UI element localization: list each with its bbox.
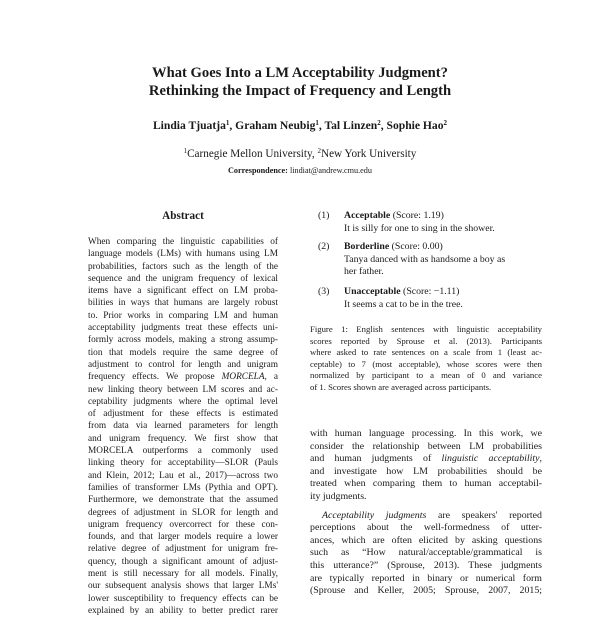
abstract-line: probabilities, factors such as the length of the	[88, 261, 278, 272]
body-line: with human language processing. In this work, we	[310, 428, 542, 439]
abstract-heading: Abstract	[162, 210, 204, 222]
body-line-text: ,	[539, 453, 542, 465]
author-name: Lindia Tjuatja	[152, 119, 226, 132]
abstract-line: our subsequent analysis shows that larger LMs'	[88, 581, 278, 592]
caption-line: scores reported by Sprouse et al. (2013). Participants	[310, 335, 542, 346]
example-sentence: It seems a cat to be in the tree.	[344, 298, 463, 310]
example-score: (Score: 1.19)	[390, 210, 444, 221]
abstract-line: adjustment to control for length and unigram	[88, 359, 278, 370]
emphasis-text: Acceptability judgments	[322, 509, 427, 521]
author-name: Graham Neubig	[235, 119, 316, 132]
example-sentence: her father.	[344, 266, 384, 277]
body-line-text: are speakers' reported	[426, 509, 542, 521]
abstract-line: acceptability judgments treat these effects uni-	[88, 323, 278, 334]
affiliations	[60, 148, 540, 160]
abstract-line: lower susceptibility to frequency effects can be	[88, 593, 278, 604]
correspondence	[60, 166, 540, 175]
abstract-line: and unigram frequency. We first show that	[88, 433, 278, 444]
caption-line: where asked to rate sentences on a scale from 1 (least ac-	[310, 347, 542, 357]
abstract-line: items have a significant effect on LM proba-	[88, 286, 278, 297]
abstract-line: bilities in ways that humans are largely robust	[88, 298, 278, 309]
figure-1-caption	[310, 324, 542, 393]
abstract-line: to. Prior works in comparing LM and human	[88, 310, 278, 321]
paper-title	[60, 64, 540, 100]
body-line: ances, which are often elicited by asking questions	[310, 534, 542, 546]
author-name: Sophie Hao	[386, 119, 444, 132]
body-line: this utterance?” (Sprouse, 2013). These judgments	[310, 559, 542, 571]
example-number: (3)	[318, 286, 330, 297]
example-score: (Score: −1.11)	[400, 286, 460, 297]
abstract-line: unigram frequency overcorrect for these con-	[88, 519, 278, 530]
body-line: treated when comparing them to human acceptabil-	[310, 478, 542, 490]
abstract-line: relative degree of adjustment for unigram fre-	[88, 544, 278, 555]
example-sentence: It is silly for one to sing in the shower.	[344, 222, 495, 234]
abstract-body	[88, 236, 278, 617]
example-score: (Score: 0.00)	[389, 241, 443, 252]
abstract-line: linking theory for acceptability—SLOR (Pauls	[88, 458, 278, 469]
emphasis-text: linguistic acceptability	[441, 453, 540, 465]
abstract-line: of adjustment for these effects is estimated	[88, 409, 278, 420]
body-line-text: and human judgments of	[310, 453, 442, 465]
example-label: Acceptable	[344, 210, 391, 221]
body-line: perceptions about the well-formedness of utter-	[310, 522, 542, 534]
body-line: are typically reported in binary or numerical form	[310, 572, 542, 584]
author-name: Tal Linzen	[324, 119, 378, 132]
title-line-1: What Goes Into a LM Acceptability Judgment?	[152, 65, 448, 81]
abstract-line: families of transformer LMs (Pythia and OPT).	[88, 482, 278, 493]
correspondence-email[interactable]: lindiat@andrew.cmu.edu	[289, 166, 372, 175]
example-label: Borderline	[344, 241, 390, 252]
abstract-line: quency, though a significant amount of adjust-	[88, 556, 278, 567]
caption-line: Figure 1: English sentences with linguistic acceptability	[310, 324, 542, 334]
introduction-body	[310, 428, 542, 598]
example-label: Unacceptable	[344, 286, 401, 297]
author-affiliation-mark: 2	[443, 119, 448, 127]
body-line: consider the relationship between LM probabilities	[310, 440, 542, 452]
affiliation-cmu: Carnegie Mellon University,	[187, 148, 318, 160]
author-affiliation-mark: 1	[315, 119, 319, 127]
title-line-2: Rethinking the Impact of Frequency and Length	[148, 83, 452, 99]
body-line: ity judgments.	[310, 490, 367, 502]
affiliation-mark: 1	[183, 147, 188, 155]
body-line: and investigate how LM probabilities should be	[310, 465, 542, 477]
method-name: MORCELA	[221, 372, 265, 383]
example-number: (1)	[318, 210, 330, 221]
author-affiliation-mark: 2	[377, 119, 381, 127]
abstract-line: and Klein, 2012; Lau et al., 2017)—across two	[88, 470, 278, 481]
abstract-line: formly across models, making a strong assump-	[88, 335, 278, 346]
body-line	[310, 510, 542, 523]
affiliation-mark: 2	[317, 147, 321, 155]
body-line: (Sprouse and Keller, 2005; Sprouse, 2007, 2015;	[310, 585, 542, 597]
abstract-line: tion that models require the same degree of	[88, 347, 278, 358]
abstract-line: founds, and that larger models require a lower	[88, 532, 278, 543]
example-sentence: Tanya danced with as handsome a boy as	[344, 253, 506, 265]
abstract-line: frequency effects. We propose MORCELA, a	[88, 372, 278, 383]
abstract-line: from data via learned parameters for length	[88, 421, 278, 432]
body-line	[310, 453, 542, 466]
correspondence-label: Correspondence:	[228, 166, 288, 175]
abstract-line: ceptability judgments where the optimal level	[88, 396, 278, 407]
abstract-line: ment is still necessary for all models. Finally,	[88, 569, 278, 580]
caption-line: ceptable) to 7 (most acceptable), whose scores were then	[310, 358, 542, 369]
abstract-line: degrees of adjustment in SLOR for length and	[88, 507, 278, 518]
author-affiliation-mark: 1	[225, 119, 230, 127]
abstract-line: sequence and the unigram frequency of lexical	[88, 273, 278, 284]
body-line: such as “How natural/acceptable/grammatical is	[310, 547, 542, 559]
abstract-line: new linking theory between LM scores and ac-	[88, 384, 278, 395]
abstract-line: explained by an ability to better predict rarer	[88, 605, 278, 616]
author-list: Lindia Tjuatja$^1$, Graham Neubig$^1$, Tal Linzen$^2$, Sophie Hao$^2$	[152, 119, 448, 132]
affiliation-nyu: New York University	[320, 148, 417, 160]
caption-line: normalized by participant to a mean of 0 and variance	[310, 370, 542, 380]
abstract-line: language models (LMs) with humans using LM	[88, 249, 278, 260]
abstract-line: MORCELA outperforms a commonly used	[88, 446, 278, 457]
caption-line: of 1. Scores shown are averaged across participants.	[310, 381, 492, 392]
abstract-line: When comparing the linguistic capabilities of	[88, 237, 278, 247]
abstract-line: Furthermore, we demonstrate that the assumed	[88, 495, 278, 506]
example-number: (2)	[318, 241, 330, 252]
